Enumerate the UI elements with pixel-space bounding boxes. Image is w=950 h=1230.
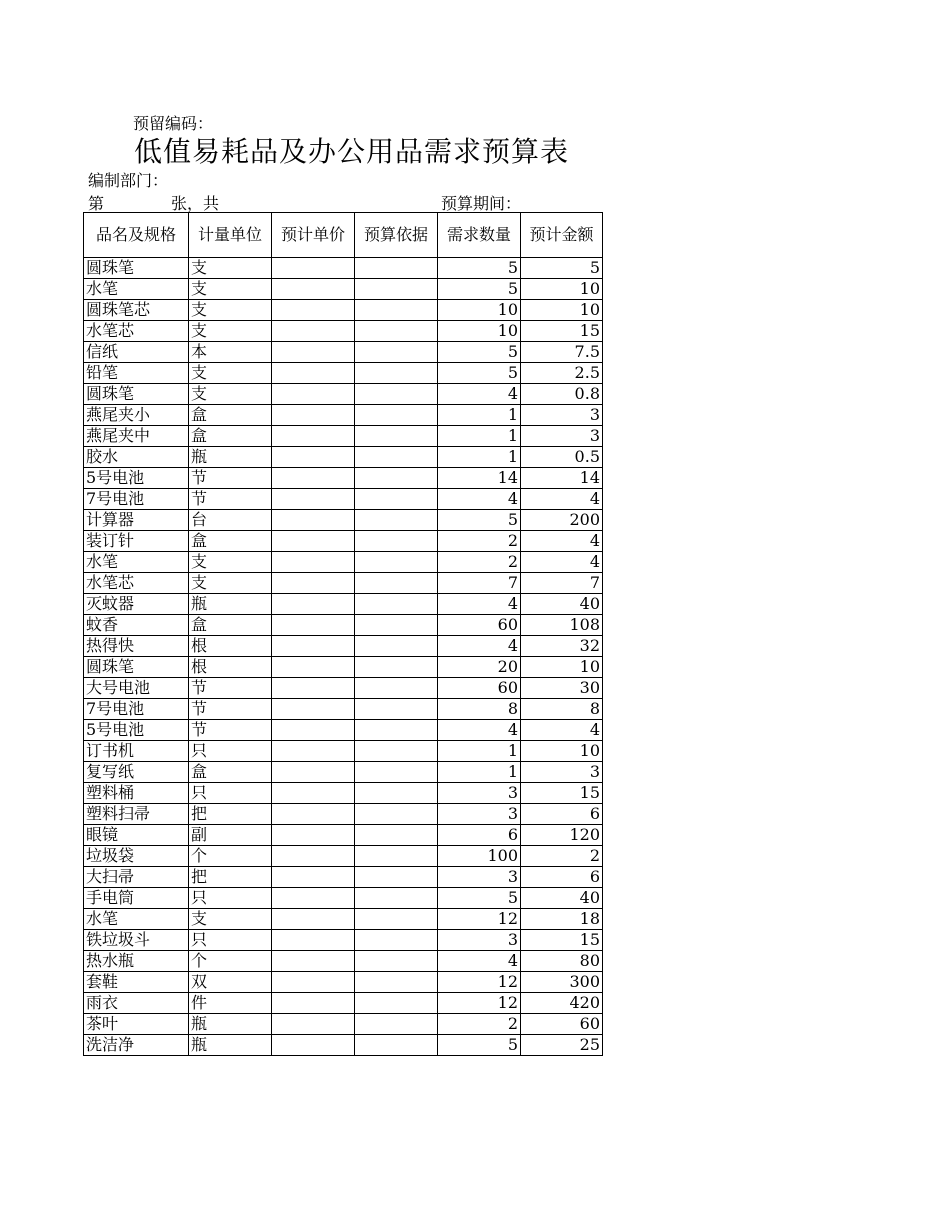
amount-cell: 6 <box>521 867 603 888</box>
budget-basis-cell <box>355 888 438 909</box>
unit-cell: 只 <box>189 930 272 951</box>
budget-basis-cell <box>355 258 438 279</box>
quantity-cell: 8 <box>438 699 521 720</box>
budget-basis-cell <box>355 573 438 594</box>
column-header-amount: 预计金额 <box>521 213 603 258</box>
unit-cell: 节 <box>189 468 272 489</box>
budget-basis-cell <box>355 762 438 783</box>
item-name-cell: 圆珠笔 <box>84 384 189 405</box>
table-row <box>84 1035 603 1056</box>
budget-basis-cell <box>355 720 438 741</box>
budget-basis-cell <box>355 279 438 300</box>
table-row <box>84 594 603 615</box>
quantity-cell: 5 <box>438 1035 521 1056</box>
amount-cell: 8 <box>521 699 603 720</box>
amount-cell: 40 <box>521 594 603 615</box>
amount-cell: 10 <box>521 300 603 321</box>
table-body <box>84 258 603 1056</box>
unit-cell: 瓶 <box>189 594 272 615</box>
table-row <box>84 552 603 573</box>
table-row <box>84 342 603 363</box>
item-name-cell: 7号电池 <box>84 489 189 510</box>
item-name-cell: 信纸 <box>84 342 189 363</box>
unit-cell: 节 <box>189 720 272 741</box>
quantity-cell: 3 <box>438 867 521 888</box>
budget-basis-cell <box>355 468 438 489</box>
unit-price-cell <box>272 783 355 804</box>
unit-cell: 把 <box>189 804 272 825</box>
unit-cell: 支 <box>189 363 272 384</box>
budget-basis-cell <box>355 447 438 468</box>
unit-price-cell <box>272 447 355 468</box>
unit-price-cell <box>272 762 355 783</box>
table-row <box>84 384 603 405</box>
table-row <box>84 510 603 531</box>
unit-cell: 支 <box>189 552 272 573</box>
table-row <box>84 993 603 1014</box>
quantity-cell: 10 <box>438 321 521 342</box>
budget-basis-cell <box>355 321 438 342</box>
column-header-price: 预计单价 <box>272 213 355 258</box>
table-row <box>84 615 603 636</box>
unit-cell: 本 <box>189 342 272 363</box>
unit-cell: 只 <box>189 741 272 762</box>
unit-price-cell <box>272 972 355 993</box>
item-name-cell: 套鞋 <box>84 972 189 993</box>
item-name-cell: 水笔 <box>84 909 189 930</box>
quantity-cell: 6 <box>438 825 521 846</box>
budget-basis-cell <box>355 384 438 405</box>
unit-price-cell <box>272 615 355 636</box>
table-row <box>84 426 603 447</box>
quantity-cell: 4 <box>438 636 521 657</box>
table-row <box>84 678 603 699</box>
quantity-cell: 3 <box>438 783 521 804</box>
budget-basis-cell <box>355 825 438 846</box>
budget-basis-cell <box>355 489 438 510</box>
table-row <box>84 930 603 951</box>
budget-basis-cell <box>355 594 438 615</box>
unit-price-cell <box>272 510 355 531</box>
item-name-cell: 铅笔 <box>84 363 189 384</box>
unit-price-cell <box>272 552 355 573</box>
budget-basis-cell <box>355 846 438 867</box>
table-row <box>84 825 603 846</box>
quantity-cell: 2 <box>438 1014 521 1035</box>
budget-basis-cell <box>355 1014 438 1035</box>
unit-cell: 根 <box>189 636 272 657</box>
unit-price-cell <box>272 573 355 594</box>
amount-cell: 4 <box>521 720 603 741</box>
quantity-cell: 7 <box>438 573 521 594</box>
table-row <box>84 972 603 993</box>
table-row <box>84 657 603 678</box>
budget-basis-cell <box>355 531 438 552</box>
quantity-cell: 5 <box>438 510 521 531</box>
amount-cell: 4 <box>521 531 603 552</box>
sheet-number-prefix: 第 <box>88 194 105 213</box>
unit-cell: 瓶 <box>189 1035 272 1056</box>
quantity-cell: 20 <box>438 657 521 678</box>
quantity-cell: 4 <box>438 594 521 615</box>
table-row <box>84 699 603 720</box>
amount-cell: 3 <box>521 405 603 426</box>
budget-basis-cell <box>355 741 438 762</box>
unit-price-cell <box>272 342 355 363</box>
item-name-cell: 燕尾夹中 <box>84 426 189 447</box>
budget-basis-cell <box>355 636 438 657</box>
item-name-cell: 计算器 <box>84 510 189 531</box>
unit-price-cell <box>272 426 355 447</box>
amount-cell: 200 <box>521 510 603 531</box>
amount-cell: 40 <box>521 888 603 909</box>
quantity-cell: 14 <box>438 468 521 489</box>
quantity-cell: 4 <box>438 951 521 972</box>
sheet-number-suffix: 张，共 <box>171 194 220 213</box>
amount-cell: 4 <box>521 489 603 510</box>
unit-price-cell <box>272 909 355 930</box>
item-name-cell: 水笔芯 <box>84 321 189 342</box>
quantity-cell: 10 <box>438 300 521 321</box>
amount-cell: 3 <box>521 762 603 783</box>
amount-cell: 7 <box>521 573 603 594</box>
quantity-cell: 3 <box>438 930 521 951</box>
amount-cell: 7.5 <box>521 342 603 363</box>
unit-price-cell <box>272 867 355 888</box>
table-row <box>84 762 603 783</box>
quantity-cell: 60 <box>438 615 521 636</box>
item-name-cell: 塑料扫帚 <box>84 804 189 825</box>
item-name-cell: 5号电池 <box>84 468 189 489</box>
budget-basis-cell <box>355 615 438 636</box>
reserved-code-label: 预留编码： <box>133 114 214 133</box>
amount-cell: 18 <box>521 909 603 930</box>
item-name-cell: 蚊香 <box>84 615 189 636</box>
unit-cell: 节 <box>189 678 272 699</box>
page-title: 低值易耗品及办公用品需求预算表 <box>134 135 570 168</box>
budget-basis-cell <box>355 699 438 720</box>
item-name-cell: 灭蚊器 <box>84 594 189 615</box>
amount-cell: 15 <box>521 321 603 342</box>
unit-price-cell <box>272 321 355 342</box>
column-header-name: 品名及规格 <box>84 213 189 258</box>
item-name-cell: 洗洁净 <box>84 1035 189 1056</box>
quantity-cell: 60 <box>438 678 521 699</box>
quantity-cell: 5 <box>438 258 521 279</box>
item-name-cell: 水笔 <box>84 552 189 573</box>
unit-price-cell <box>272 363 355 384</box>
amount-cell: 30 <box>521 678 603 699</box>
unit-cell: 个 <box>189 951 272 972</box>
budget-table <box>83 212 603 1056</box>
unit-price-cell <box>272 636 355 657</box>
quantity-cell: 5 <box>438 363 521 384</box>
item-name-cell: 燕尾夹小 <box>84 405 189 426</box>
item-name-cell: 热水瓶 <box>84 951 189 972</box>
item-name-cell: 复写纸 <box>84 762 189 783</box>
amount-cell: 10 <box>521 657 603 678</box>
unit-cell: 台 <box>189 510 272 531</box>
item-name-cell: 雨衣 <box>84 993 189 1014</box>
amount-cell: 14 <box>521 468 603 489</box>
budget-basis-cell <box>355 972 438 993</box>
amount-cell: 60 <box>521 1014 603 1035</box>
table-header-row <box>84 213 603 258</box>
amount-cell: 15 <box>521 783 603 804</box>
unit-cell: 支 <box>189 573 272 594</box>
item-name-cell: 大扫帚 <box>84 867 189 888</box>
budget-basis-cell <box>355 867 438 888</box>
unit-price-cell <box>272 258 355 279</box>
unit-price-cell <box>272 720 355 741</box>
budget-basis-cell <box>355 951 438 972</box>
table-row <box>84 573 603 594</box>
table-row <box>84 405 603 426</box>
amount-cell: 120 <box>521 825 603 846</box>
amount-cell: 10 <box>521 741 603 762</box>
unit-price-cell <box>272 657 355 678</box>
quantity-cell: 4 <box>438 384 521 405</box>
unit-price-cell <box>272 384 355 405</box>
item-name-cell: 订书机 <box>84 741 189 762</box>
item-name-cell: 眼镜 <box>84 825 189 846</box>
item-name-cell: 圆珠笔 <box>84 657 189 678</box>
quantity-cell: 12 <box>438 909 521 930</box>
unit-price-cell <box>272 951 355 972</box>
amount-cell: 108 <box>521 615 603 636</box>
budget-basis-cell <box>355 909 438 930</box>
unit-cell: 瓶 <box>189 447 272 468</box>
quantity-cell: 1 <box>438 447 521 468</box>
table-row <box>84 531 603 552</box>
unit-price-cell <box>272 300 355 321</box>
unit-cell: 节 <box>189 699 272 720</box>
unit-price-cell <box>272 405 355 426</box>
unit-cell: 把 <box>189 867 272 888</box>
amount-cell: 3 <box>521 426 603 447</box>
quantity-cell: 12 <box>438 993 521 1014</box>
amount-cell: 0.8 <box>521 384 603 405</box>
budget-basis-cell <box>355 300 438 321</box>
item-name-cell: 垃圾袋 <box>84 846 189 867</box>
table-row <box>84 489 603 510</box>
unit-price-cell <box>272 1014 355 1035</box>
unit-cell: 支 <box>189 384 272 405</box>
budget-basis-cell <box>355 930 438 951</box>
unit-cell: 盒 <box>189 762 272 783</box>
budget-basis-cell <box>355 1035 438 1056</box>
unit-price-cell <box>272 489 355 510</box>
unit-price-cell <box>272 804 355 825</box>
budget-basis-cell <box>355 342 438 363</box>
budget-period-label: 预算期间： <box>441 194 522 213</box>
unit-price-cell <box>272 846 355 867</box>
item-name-cell: 大号电池 <box>84 678 189 699</box>
unit-price-cell <box>272 699 355 720</box>
amount-cell: 0.5 <box>521 447 603 468</box>
table-row <box>84 447 603 468</box>
unit-cell: 盒 <box>189 405 272 426</box>
budget-basis-cell <box>355 993 438 1014</box>
item-name-cell: 胶水 <box>84 447 189 468</box>
amount-cell: 10 <box>521 279 603 300</box>
unit-cell: 支 <box>189 321 272 342</box>
quantity-cell: 4 <box>438 720 521 741</box>
quantity-cell: 1 <box>438 405 521 426</box>
table-row <box>84 363 603 384</box>
unit-price-cell <box>272 468 355 489</box>
table-row <box>84 909 603 930</box>
item-name-cell: 铁垃圾斗 <box>84 930 189 951</box>
quantity-cell: 5 <box>438 888 521 909</box>
table-row <box>84 636 603 657</box>
unit-cell: 盒 <box>189 615 272 636</box>
budget-basis-cell <box>355 510 438 531</box>
item-name-cell: 塑料桶 <box>84 783 189 804</box>
unit-cell: 瓶 <box>189 1014 272 1035</box>
quantity-cell: 100 <box>438 846 521 867</box>
unit-cell: 支 <box>189 258 272 279</box>
item-name-cell: 热得快 <box>84 636 189 657</box>
item-name-cell: 水笔芯 <box>84 573 189 594</box>
unit-price-cell <box>272 741 355 762</box>
item-name-cell: 5号电池 <box>84 720 189 741</box>
table-row <box>84 258 603 279</box>
table-row <box>84 321 603 342</box>
quantity-cell: 1 <box>438 741 521 762</box>
budget-basis-cell <box>355 657 438 678</box>
unit-cell: 个 <box>189 846 272 867</box>
item-name-cell: 水笔 <box>84 279 189 300</box>
unit-price-cell <box>272 594 355 615</box>
unit-price-cell <box>272 888 355 909</box>
table-row <box>84 867 603 888</box>
table-row <box>84 720 603 741</box>
item-name-cell: 圆珠笔 <box>84 258 189 279</box>
unit-cell: 支 <box>189 279 272 300</box>
unit-cell: 只 <box>189 783 272 804</box>
item-name-cell: 圆珠笔芯 <box>84 300 189 321</box>
budget-basis-cell <box>355 426 438 447</box>
amount-cell: 420 <box>521 993 603 1014</box>
table-row <box>84 300 603 321</box>
table-row <box>84 804 603 825</box>
column-header-basis: 预算依据 <box>355 213 438 258</box>
unit-cell: 节 <box>189 489 272 510</box>
unit-price-cell <box>272 930 355 951</box>
quantity-cell: 5 <box>438 279 521 300</box>
item-name-cell: 7号电池 <box>84 699 189 720</box>
table-row <box>84 951 603 972</box>
table-row <box>84 741 603 762</box>
unit-price-cell <box>272 531 355 552</box>
quantity-cell: 5 <box>438 342 521 363</box>
amount-cell: 6 <box>521 804 603 825</box>
amount-cell: 5 <box>521 258 603 279</box>
table-row <box>84 468 603 489</box>
item-name-cell: 茶叶 <box>84 1014 189 1035</box>
budget-basis-cell <box>355 405 438 426</box>
amount-cell: 300 <box>521 972 603 993</box>
table-row <box>84 846 603 867</box>
table-row <box>84 783 603 804</box>
budget-basis-cell <box>355 804 438 825</box>
unit-cell: 只 <box>189 888 272 909</box>
unit-price-cell <box>272 825 355 846</box>
quantity-cell: 2 <box>438 552 521 573</box>
table-row <box>84 279 603 300</box>
item-name-cell: 手电筒 <box>84 888 189 909</box>
quantity-cell: 12 <box>438 972 521 993</box>
budget-basis-cell <box>355 783 438 804</box>
table-row <box>84 888 603 909</box>
budget-basis-cell <box>355 678 438 699</box>
unit-price-cell <box>272 678 355 699</box>
quantity-cell: 4 <box>438 489 521 510</box>
table-row <box>84 1014 603 1035</box>
unit-cell: 盒 <box>189 426 272 447</box>
unit-cell: 双 <box>189 972 272 993</box>
quantity-cell: 2 <box>438 531 521 552</box>
item-name-cell: 装订针 <box>84 531 189 552</box>
unit-price-cell <box>272 993 355 1014</box>
quantity-cell: 1 <box>438 762 521 783</box>
amount-cell: 2 <box>521 846 603 867</box>
department-label: 编制部门： <box>88 171 169 190</box>
column-header-unit: 计量单位 <box>189 213 272 258</box>
quantity-cell: 3 <box>438 804 521 825</box>
unit-cell: 支 <box>189 909 272 930</box>
unit-price-cell <box>272 1035 355 1056</box>
unit-price-cell <box>272 279 355 300</box>
amount-cell: 25 <box>521 1035 603 1056</box>
unit-cell: 盒 <box>189 531 272 552</box>
unit-cell: 支 <box>189 300 272 321</box>
column-header-quantity: 需求数量 <box>438 213 521 258</box>
budget-basis-cell <box>355 552 438 573</box>
unit-cell: 件 <box>189 993 272 1014</box>
amount-cell: 80 <box>521 951 603 972</box>
unit-cell: 副 <box>189 825 272 846</box>
amount-cell: 2.5 <box>521 363 603 384</box>
amount-cell: 32 <box>521 636 603 657</box>
unit-cell: 根 <box>189 657 272 678</box>
budget-basis-cell <box>355 363 438 384</box>
amount-cell: 15 <box>521 930 603 951</box>
quantity-cell: 1 <box>438 426 521 447</box>
amount-cell: 4 <box>521 552 603 573</box>
